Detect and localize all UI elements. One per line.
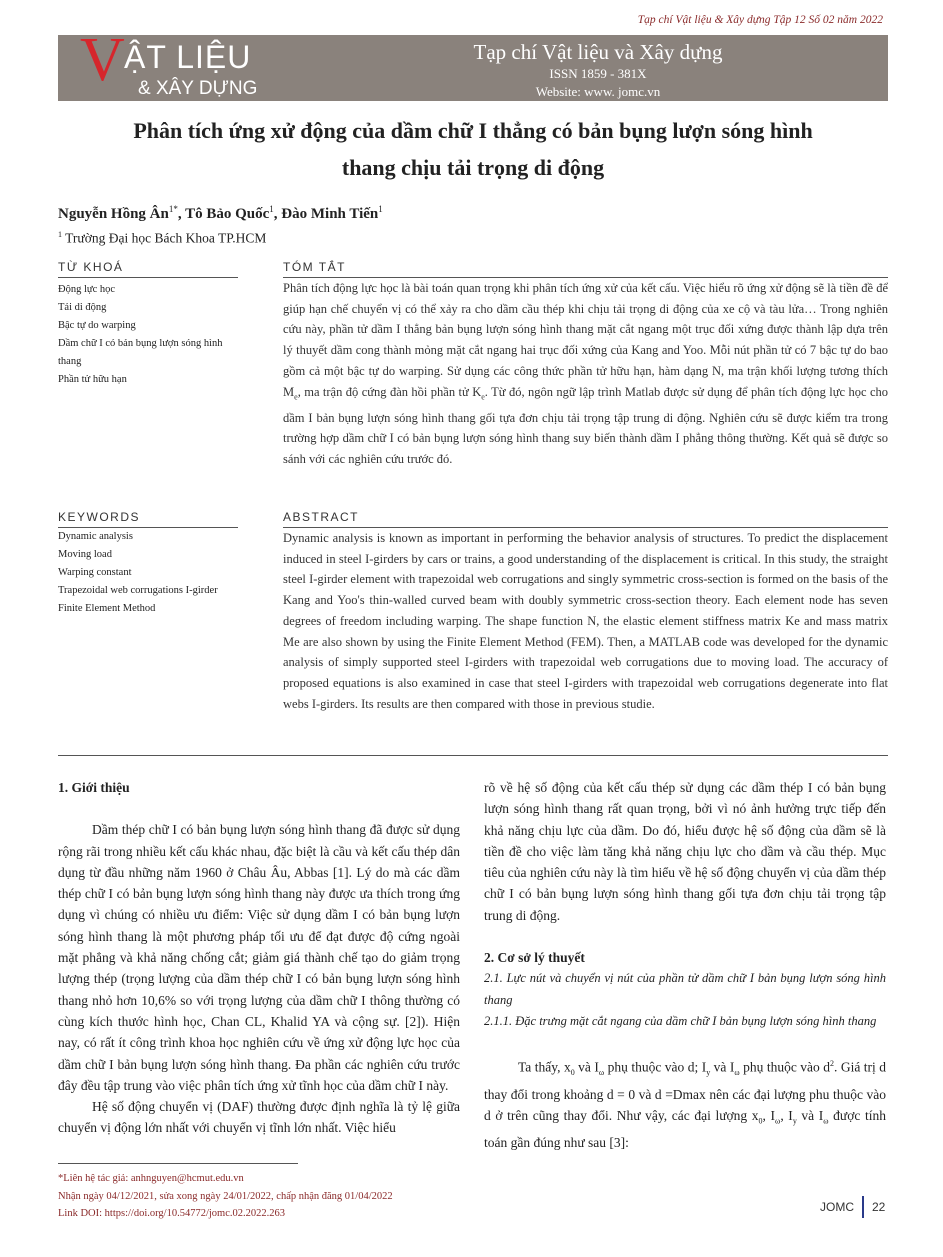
received-dates: Nhận ngày 04/12/2021, sửa xong ngày 24/01/2022, chấp nhận đăng 01/04/2022 bbox=[58, 1190, 393, 1202]
footer-journal: JOMC bbox=[820, 1200, 854, 1214]
text-run: , I bbox=[780, 1108, 793, 1124]
text-run: phụ thuộc vào d; I bbox=[604, 1059, 707, 1075]
subsection-2-1-heading: 2.1. Lực nút và chuyển vị nút của phần tử dầm chữ I bản bụng lượn sóng hình thang bbox=[484, 971, 886, 1007]
title-line-1: Phân tích ứng xử động của dầm chữ I thẳng có bản bụng lượn sóng hình bbox=[133, 118, 813, 143]
footnote-rule bbox=[58, 1163, 298, 1164]
vn-keyword: Tải di động bbox=[58, 302, 107, 313]
section-2-heading: 2. Cơ sở lý thuyết bbox=[484, 950, 585, 966]
text-sub: 0 bbox=[758, 1116, 763, 1126]
authors bbox=[58, 204, 383, 223]
author-2: Tô Bảo Quốc bbox=[185, 206, 270, 222]
vn-keywords-list bbox=[58, 281, 238, 389]
doi-link[interactable]: Link DOI: https://doi.org/10.54772/jomc.02.2022.263 bbox=[58, 1208, 286, 1219]
text-run: . Giá trị d thay đổi trong khoảng d = 0 và d =Dmax nên các đại lượng phu thuộc vào d ở trên cũng thay đổi. Như vậy, các đại lượng x bbox=[484, 1059, 886, 1124]
author-1: Nguyễn Hồng Ân bbox=[58, 206, 169, 222]
text-sub: ω bbox=[823, 1116, 829, 1126]
en-keyword: Moving load bbox=[58, 549, 112, 560]
paper-title bbox=[58, 112, 888, 186]
author-sep-2: , bbox=[273, 206, 282, 222]
vn-abstract-sub-1: e bbox=[294, 392, 298, 402]
text-run: và I bbox=[796, 1108, 824, 1124]
logo-bottom-text: & XÂY DỰNG bbox=[138, 78, 258, 99]
body-paragraph: Hệ số động chuyển vị (DAF) thường được định nghĩa là tỷ lệ giữa chuyển vị động lớn nhất với chuyển vị tĩnh lớn nhất. Việc hiểu bbox=[58, 1099, 460, 1136]
vn-abstract-sub-2: e bbox=[481, 392, 485, 402]
journal-issn: ISSN 1859 - 381X bbox=[549, 66, 647, 81]
en-abstract-text: Dynamic analysis is known as important in performing the behavior analysis of structures. To predict the displacement induced in steel I-girders by cars or trains, a good understanding of the displacement is critical. In this study, the straight steel I-girder element with trapezoidal web corrugations and singly symmetric cross-section is formed on the basis of the Kang and Yoo's thin-walled curved beam with doubly symmetric cross-section theory. Each element node has seven degrees of freedom including warping. The shape function N, the elastic element stiffness matrix Ke and mass matrix Me are also shown by using the Finite Element Method (FEM). Then, a MATLAB code was developed for the dynamic analysis of simply supported steel I-girders with trapezoidal web corrugations due to moving load. The accuracy of proposed equations is also examined in case that steel I-girders with trapezoidal web corrugations degenerate into flat webs I-girders. Its results are then compared with those in previous studie. bbox=[283, 531, 888, 711]
vn-keyword: Dầm chữ I có bản bụng lượn sóng hình thang bbox=[58, 338, 223, 367]
vn-abstract-part-2: , ma trận độ cứng đàn hồi phần tử K bbox=[297, 384, 482, 399]
vn-keyword: Động lực học bbox=[58, 284, 116, 295]
section-1-heading: 1. Giới thiệu bbox=[58, 780, 130, 795]
vn-abstract-part-3: . Từ đó, ngôn ngữ lập trình Matlab được sử dụng để phân tích động lực học cho dầm I bản bụng lượn sóng hình thang gối tựa đơn chịu tải trọng tập trung di động. Nghiên cứu sẽ được kiểm tra trong trường hợp dầm chữ I có bản bụng lượn sóng hình thang suy biến thành dầm I phẳng thông thường. Kết quả sẽ được so sánh với các nghiên cứu trước đó. bbox=[283, 384, 888, 467]
journal-name: Tạp chí Vật liệu và Xây dựng bbox=[473, 40, 723, 64]
logo-top-text: ẬT LIỆU bbox=[124, 39, 252, 75]
running-head: Tạp chí Vật liệu & Xây dựng Tập 12 Số 02 năm 2022 bbox=[637, 14, 883, 26]
abstract-divider bbox=[58, 755, 888, 756]
journal-logo bbox=[58, 26, 308, 101]
author-sep-1: , bbox=[177, 206, 186, 222]
vn-abstract-part-1: Phân tích động lực học là bài toán quan trọng khi phân tích ứng xử của kết cấu. Việc hiểu rõ ứng xử động sẽ là tiền đề để giúp hạn chế chuyển vị có thể xảy ra cho dầm cầu thép khi chịu tải trọng di động của xe cộ và tàu lửa… Trong nghiên cứu này, phần tử dầm I thẳng bản bụng lượn sóng hình thang mặt cắt ngang một trục đối xứng được thành lập dựa trên lý thuyết dầm cong thành mỏng mặt cắt ngang hai trục đối xứng của Kang and Yoo. Mỗi nút phần tử có 7 bậc tự do bao gồm cả một bậc tự do warping. Sử dụng các công thức phần tử hữu hạn, hàm dạng N, ma trận khối lượng tương thích M bbox=[283, 281, 888, 399]
text-sup: 2 bbox=[829, 1059, 834, 1069]
author-1-sup: 1* bbox=[168, 204, 178, 214]
text-sub: 0 bbox=[570, 1068, 575, 1078]
affiliation-sup: 1 bbox=[58, 230, 62, 239]
text-run: và I bbox=[574, 1059, 599, 1075]
text-sub: y bbox=[706, 1068, 711, 1078]
title-line-2: thang chịu tải trọng di động bbox=[341, 155, 605, 180]
text-run: và I bbox=[710, 1059, 735, 1075]
text-run: Ta thấy, x bbox=[518, 1059, 571, 1075]
author-2-sup: 1 bbox=[269, 204, 274, 214]
text-sub: ω bbox=[775, 1116, 781, 1126]
body-paragraph: Dầm thép chữ I có bản bụng lượn sóng hình thang đã được sử dụng rộng rãi trong nhiều kết cấu khác nhau, đặc biệt là cầu và kết cấu thép dân dụng từ đầu những năm 1960 ở Châu Âu, Abbas [1]. Lý do mà các dầm thép chữ I có bản bụng lượn sóng hình thang này được ưa thích trong ứng dụng vì chúng có nhiều ưu điểm: Việc sử dụng dầm I có bản bụng lượn sóng hình thang là một phương pháp tối ưu để đạt được độ cứng ngoài mặt phẳng và khả năng chống cắt; giảm giá thành chế tạo do giảm trọng lượng thép (trọng lượng của dầm thép chữ I có bản bụng lượn sóng hình thang nhỏ hơn 10,6% so với trọng lượng của dầm chữ I thông thường có cùng kích thước hình học, Chan CL, Khalid YA và cộng sự. [2]). Hiện nay, có rất ít công trình khoa học nghiên cứu về ứng xử động lực học của dầm chữ I bản bụng lượn sóng hình thang. Đa phần các nghiên cứu trước đây đều tập trung vào việc phân tích ứng xử tĩnh học của dầm chữ I này. bbox=[58, 822, 460, 1093]
affiliation bbox=[58, 230, 266, 247]
text-run: , I bbox=[762, 1108, 776, 1124]
journal-banner bbox=[58, 26, 888, 101]
en-abstract-label: ABSTRACT bbox=[283, 510, 888, 528]
vn-abstract-label: TÓM TẮT bbox=[283, 260, 888, 278]
text-sub: ω bbox=[598, 1068, 605, 1078]
page-number: 22 bbox=[872, 1200, 886, 1214]
vn-keyword: Bậc tự do warping bbox=[58, 320, 136, 331]
footnotes bbox=[58, 1170, 393, 1223]
body-paragraph: rõ về hệ số động của kết cấu thép sử dụng các dầm thép I có bản bụng lượn sóng hình thang rất quan trọng, bởi vì nó ảnh hưởng trực tiếp đến khả năng chịu lực của dầm. Do đó, hiểu được hệ số động của dầm sẽ là tiền đề cho việc làm tăng khả năng chịu lực cho dầm và cầu thép. Mục tiêu của nghiên cứu này là tìm hiểu về hệ số động chuyển vị của dầm thép chữ I có bản bụng lượn sóng hình thang gối tựa đơn chịu tải trọng tập trung di động. bbox=[484, 780, 886, 923]
text-sub: ω bbox=[734, 1068, 740, 1078]
vn-abstract-text bbox=[283, 278, 888, 470]
body-right-column bbox=[484, 777, 886, 1153]
page-footer bbox=[820, 1196, 885, 1218]
author-3: Đào Minh Tiến bbox=[281, 206, 379, 222]
en-keyword: Warping constant bbox=[58, 567, 132, 578]
subsection-2-1-1-heading: 2.1.1. Đặc trưng mặt cắt ngang của dầm chữ I bản bụng lượn sóng hình thang bbox=[484, 1013, 877, 1028]
text-run: được tính toán gần đúng như sau [3]: bbox=[484, 1108, 887, 1151]
en-keyword: Trapezoidal web corrugations I-girder bbox=[58, 585, 218, 596]
author-3-sup: 1 bbox=[378, 204, 383, 214]
journal-info bbox=[308, 35, 888, 101]
text-run: phụ thuộc vào d bbox=[739, 1059, 830, 1075]
vn-keywords-label: TỪ KHOÁ bbox=[58, 260, 238, 278]
en-keywords-list bbox=[58, 528, 238, 618]
body-paragraph bbox=[484, 1053, 886, 1153]
affiliation-text: Trường Đại học Bách Khoa TP.HCM bbox=[62, 230, 267, 246]
en-keyword: Dynamic analysis bbox=[58, 531, 133, 542]
corresponding-author: *Liên hệ tác giả: anhnguyen@hcmut.edu.vn bbox=[58, 1173, 244, 1184]
footer-bar bbox=[862, 1196, 864, 1218]
en-keywords-label: KEYWORDS bbox=[58, 510, 238, 528]
journal-website: Website: www. jomc.vn bbox=[535, 84, 661, 99]
en-keyword: Finite Element Method bbox=[58, 603, 156, 614]
logo-v: V bbox=[80, 26, 125, 94]
text-sub: y bbox=[792, 1116, 797, 1126]
vn-keyword: Phần tử hữu hạn bbox=[58, 374, 127, 385]
body-left-column bbox=[58, 777, 460, 1139]
